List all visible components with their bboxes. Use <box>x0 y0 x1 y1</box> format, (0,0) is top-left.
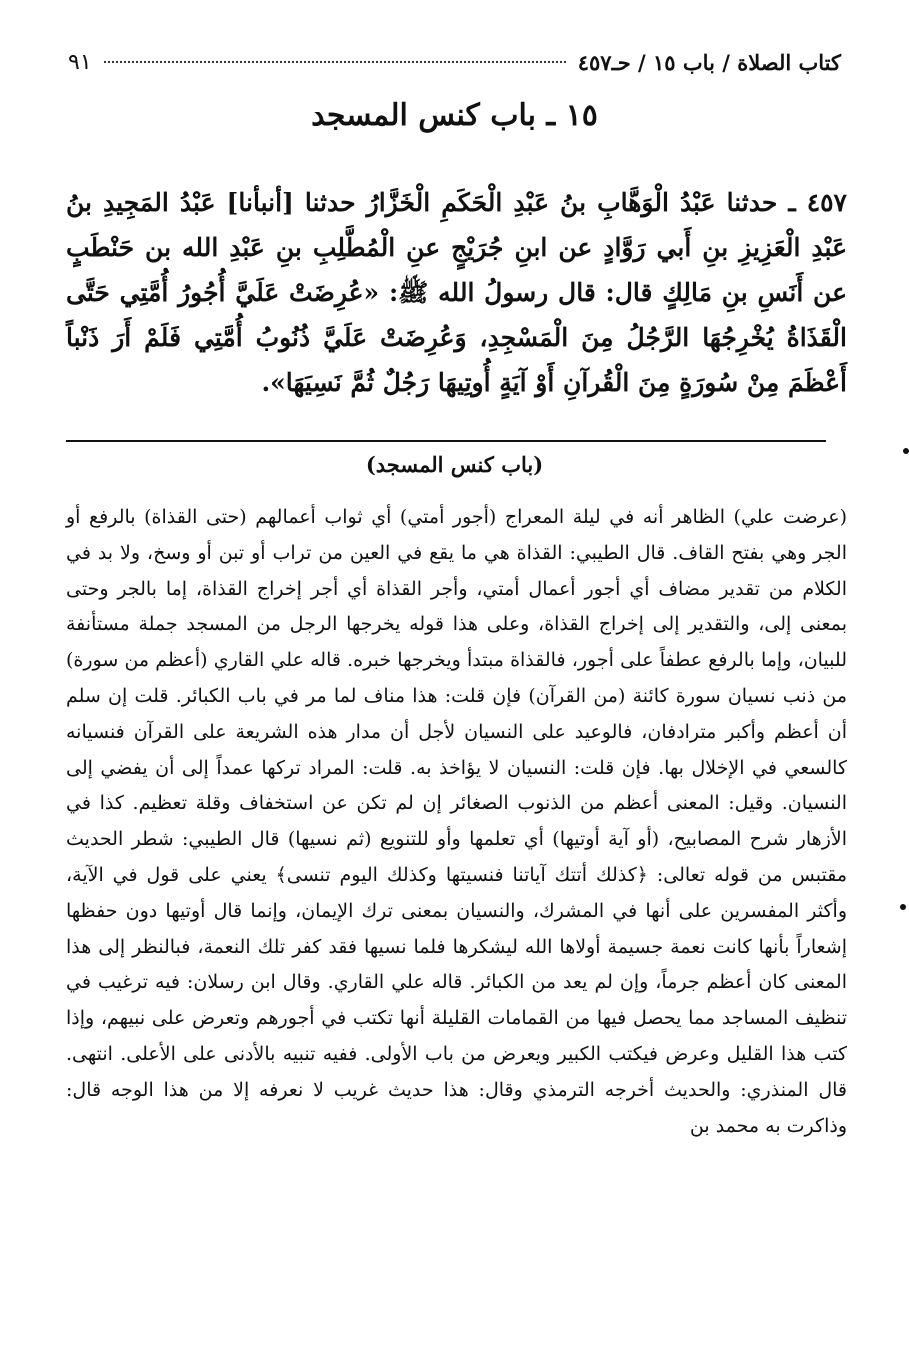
commentary-text: (عرضت علي) الظاهر أنه في ليلة المعراج (أجور أمتي) أي ثواب أعمالهم (حتى القذاة) بالرفع أو الجر وهي بفتح القاف. قال الطيبي: القذاة هي ما يقع في العين من تراب أو تبن أو وسخ، ولا بد في الكلام من تقدير مضاف أي أجور أعمال أمتي، وأجر القذاة أي أجر إخراج القذاة، إما بالجر وحتى بمعنى إلى، والتقدير إلى إخراج القذاة، وعلى هذا قوله يخرجها الرجل من المسجد جملة مستأنفة للبيان، وإما بالرفع عطفاً على أجور، فالقذاة مبتدأ ويخرجها خبره. قاله علي القاري (أعظم من سورة) من ذنب نسيان سورة كائنة (من القرآن) فإن قلت: هذا مناف لما مر في باب الكبائر. قلت إن سلم أن أعظم وأكبر مترادفان، فالوعيد على النسيان لأجل أن مدار هذه الشريعة على القرآن فنسيانه كالسعي في الإخلال بها. فإن قلت: النسيان لا يؤاخذ به. قلت: المراد تركها عمداً إلى أن يفضي إلى النسيان. وقيل: المعنى أعظم من الذنوب الصغائر إن لم تكن عن استخفاف وقلة تعظيم. كذا في الأزهار شرح المصابيح، (أو آية أوتيها) أي تعلمها وأو للتنويع (ثم نسيها) قال الطيبي: شطر الحديث مقتبس من قوله تعالى: ﴿كذلك أتتك آياتنا فنسيتها وكذلك اليوم تنسى﴾ يعني على قول في الآية، وأكثر المفسرين على أنها في المشرك، والنسيان بمعنى ترك الإيمان، وإنما قال أوتيها دون حفظها إشعاراً بأنها كانت نعمة جسيمة أولاها الله ليشكرها فلما نسيها فقد كفر تلك النعمة، فبالنظر إلى هذا المعنى كان أعظم جرماً، وإن لم يعد من الكبائر. قاله علي القاري. وقال ابن رسلان: فيه ترغيب في تنظيف المساجد مما يحصل فيها من القمامات القليلة أنها تكتب في أجورهم وتعرض على نبيهم، وإذا كتب هذا القليل وعرض فيكتب الكبير ويعرض من باب الأولى. ففيه تنبيه بالأدنى على الأعلى. انتهى. قال المنذري: والحديث أخرجه الترمذي وقال: هذا حديث غريب لا نعرفه إلا من هذا الوجه قال: وذاكرت به محمد بن <box>66 506 847 1137</box>
hadith-text: ٤٥٧ ـ حدثنا عَبْدُ الْوَهَّابِ بنُ عَبْدِ الْحَكَمِ الْخَزَّارُ حدثنا [أنبأنا] عَبْدُ المَجِيدِ بنُ عَبْدِ الْعَزِيزِ بنِ أَبي رَوَّادٍ عن ابنِ جُرَيْجٍ عنِ الْمُطَّلِبِ بنِ عَبْدِ الله بن حَنْطَبٍ عن أَنَسِ بنِ مَالِكٍ قال: قال رسولُ الله ﷺ: «عُرِضَتْ عَلَيَّ أُجُورُ أُمَّتِي حَتَّى الْقَذَاةُ يُخْرِجُهَا الرَّجُلُ مِنَ الْمَسْجِدِ، وَعُرِضَتْ عَلَيَّ ذُنُوبُ أُمَّتِي فَلَمْ أَرَ ذَنْباً أَعْظَمَ مِنْ سُورَةٍ مِنَ الْقُرآنِ أَوْ آيَةٍ أُوتِيهَا رَجُلٌ ثُمَّ نَسِيَهَا». <box>66 188 847 397</box>
margin-mark <box>900 904 906 910</box>
footnote-separator <box>66 440 826 442</box>
commentary-title: (باب كنس المسجد) <box>365 452 544 477</box>
page-header <box>68 42 841 82</box>
margin-mark <box>903 448 909 454</box>
chapter-title: ١٥ ـ باب كنس المسجد <box>311 98 598 133</box>
dotted-leader <box>104 61 566 63</box>
running-title: كتاب الصلاة / باب ١٥ / حـ٤٥٧ <box>577 49 841 75</box>
page-number: ٩١ <box>68 49 92 75</box>
